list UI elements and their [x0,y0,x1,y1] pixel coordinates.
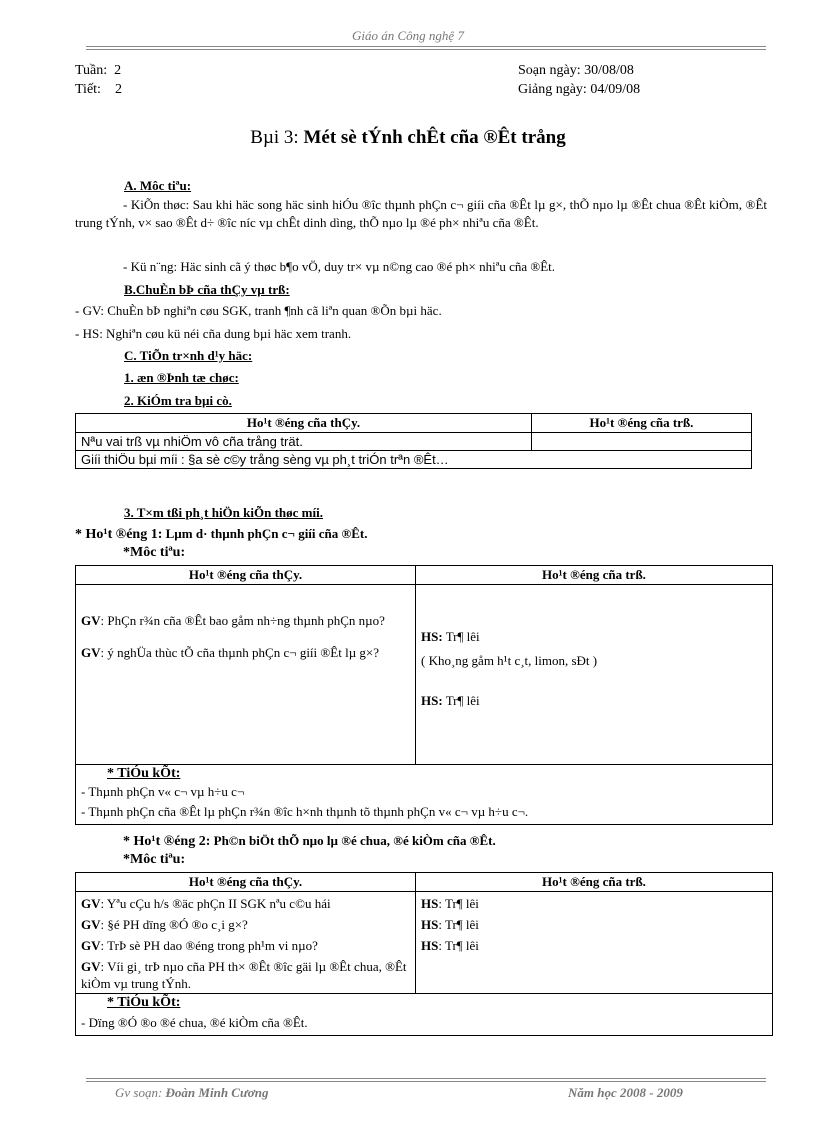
activity2-student-a3: HS: Tr¶ lêi [421,938,479,953]
week-label: Tuần: [75,63,108,78]
activity1-student-a1-note: ( Kho¸ng gåm h¹t c¸t, limon, sÐt ) [421,653,598,668]
footer-author-name: Đoàn Minh Cương [165,1085,269,1100]
activity2-goal: *Môc tiªu: [123,852,186,867]
activity2-teacher-q4: GV: Víi gi¸ trÞ nµo cña PH th× ®Êt ®îc gäi lµ ®Êt chua, ®Êt kiÒm vµ trung tÝnh. [81,959,407,991]
lesson-title-prefix: Bµi 3: [250,127,299,148]
activity2-summary-cell [76,994,773,1036]
activity2-student-a1: HS: Tr¶ lêi [421,896,479,911]
activity2-teacher-q1: GV: Yªu cÇu h/s ®äc phÇn II SGK nªu c©u hái [81,896,331,911]
activity1-student-a2: HS: Tr¶ lêi [421,693,480,708]
activity1-student-a1: HS: Tr¶ lêi [421,629,480,644]
activity2-col-teacher: Ho¹t ®éng cña thÇy. [76,873,416,892]
prepared-date-label: Soạn ngày: [518,63,581,78]
footer-rule [86,1078,766,1079]
week-line [75,63,121,79]
section-c-heading: C. TiÕn tr×nh d¹y häc: [124,348,253,363]
section-a-heading: A. Môc tiªu: [124,178,192,193]
activity2-heading-prefix: * Ho¹t ®éng 2: [123,834,211,849]
footer-school-year: Năm học 2008 - 2009 [568,1085,683,1100]
activity2-student-a2: HS: Tr¶ lêi [421,917,479,932]
prepared-date-line [518,63,634,79]
footer-author [115,1085,268,1101]
review-table [75,413,752,469]
footer-rule [86,1081,766,1082]
section-a-knowledge: - KiÕn thøc: Sau khi häc song häc sinh hiÓu ®îc thµnh phÇn c¬ giíi cña ®Êt lµ g×, thÕ nµo lµ ®Êt chua ®Êt kiÒm, ®Êt trung tÝnh, v× sao ®Êt d÷ ®îc níc vµ chÊt dinh dìng, thÕ nµo lµ ®é ph× nhiªu cña ®Êt. [75,197,767,230]
lesson-title [0,127,816,149]
page-header: Giáo án Công nghệ 7 [352,28,464,43]
week-value: 2 [114,63,122,78]
header-rule [86,49,766,50]
review-row2: Giíi thiÖu bµi míi : §a sè c©y trång sèng vµ ph¸t triÓn trªn ®Êt… [76,451,752,469]
activity1-student-cell [416,585,773,765]
review-row1-teacher: Nªu vai trß vµ nhiÖm vô cña trång trät. [76,433,532,451]
activity2-teacher-q2: GV: §é PH dïng ®Ó ®o c¸i g×? [81,917,248,932]
activity1-summary2: - Thµnh phÇn cña ®Êt lµ phÇn r¾n ®îc h×nh thµnh tõ thµnh phÇn v« c¬ vµ h÷u c¬. [81,804,529,819]
activity1-col-teacher: Ho¹t ®éng cña thÇy. [76,566,416,585]
section-b-heading: B.ChuÈn bÞ cña thÇy vµ trß: [124,282,290,297]
activity1-heading-prefix: * Ho¹t ®éng 1: [75,527,163,542]
activity1-heading [75,526,368,543]
activity1-heading-text: Lµm d· thµnh phÇn c¬ giíi cña ®Êt. [165,526,368,541]
period-line [75,82,122,98]
activity2-heading-text: Ph©n biÖt thÕ nµo lµ ®é chua, ®é kiÒm cña ®Êt. [213,833,496,848]
activity2-teacher-q3: GV: TrÞ sè PH dao ®éng trong ph¹m vi nµo? [81,938,318,953]
review-row1-student [532,433,752,451]
activity1-col-student: Ho¹t ®éng cña trß. [416,566,773,585]
activity1-teacher-cell [76,585,416,765]
review-col-student: Ho¹t ®éng cña trß. [532,414,752,433]
activity2-teacher-cell [76,892,416,994]
header-rule [86,46,766,47]
teaching-date-value: 04/09/08 [590,82,641,97]
teaching-date-label: Giảng ngày: [518,82,587,97]
activity2-table [75,872,773,1036]
activity1-table [75,565,773,825]
activity1-summary1: - Thµnh phÇn v« c¬ vµ h÷u c¬ [81,784,245,799]
section-c-sub3: 3. T×m tßi ph¸t hiÖn kiÕn thøc míi. [124,505,323,520]
activity1-teacher-q2: GV: ý nghÜa thùc tÕ cña thµnh phÇn c¬ giíi ®Êt lµ g×? [81,645,380,660]
section-b-teacher: - GV: ChuÈn bÞ nghiªn cøu SGK, tranh ¶nh cã liªn quan ®Õn bµi häc. [75,303,442,318]
review-col-teacher: Ho¹t ®éng cña thÇy. [76,414,532,433]
activity1-summary-cell [76,765,773,825]
section-c-sub2: 2. KiÓm tra bµi cò. [124,393,232,408]
activity2-heading [123,833,496,850]
footer-author-label: Gv soạn: [115,1085,163,1100]
prepared-date-value: 30/08/08 [584,63,634,78]
activity2-summary-label: * TiÓu kÕt: [107,995,181,1010]
lesson-title-main: Mét sè tÝnh chÊt cña ®Êt trång [303,127,566,148]
activity1-teacher-q1: GV: PhÇn r¾n cña ®Êt bao gåm nh÷ng thµnh phÇn nµo? [81,613,385,628]
activity2-student-cell [416,892,773,994]
section-c-sub1: 1. æn ®Þnh tæ chøc: [124,370,239,385]
period-label: Tiết: [75,82,101,97]
period-value: 2 [114,82,122,97]
teaching-date-line [518,82,640,98]
activity2-col-student: Ho¹t ®éng cña trß. [416,873,773,892]
section-b-student: - HS: Nghiªn cøu kü néi cña dung bµi häc xem tranh. [75,326,352,341]
activity1-summary-label: * TiÓu kÕt: [107,766,181,781]
activity1-goal: *Môc tiªu: [123,545,186,560]
activity2-summary1: - Dïng ®Ó ®o ®é chua, ®é kiÒm cña ®Êt. [81,1015,308,1030]
section-a-skill: - Kü n¨ng: Häc sinh cã ý thøc b¶o vÖ, duy tr× vµ n©ng cao ®é ph× nhiªu cña ®Êt. [123,259,556,274]
